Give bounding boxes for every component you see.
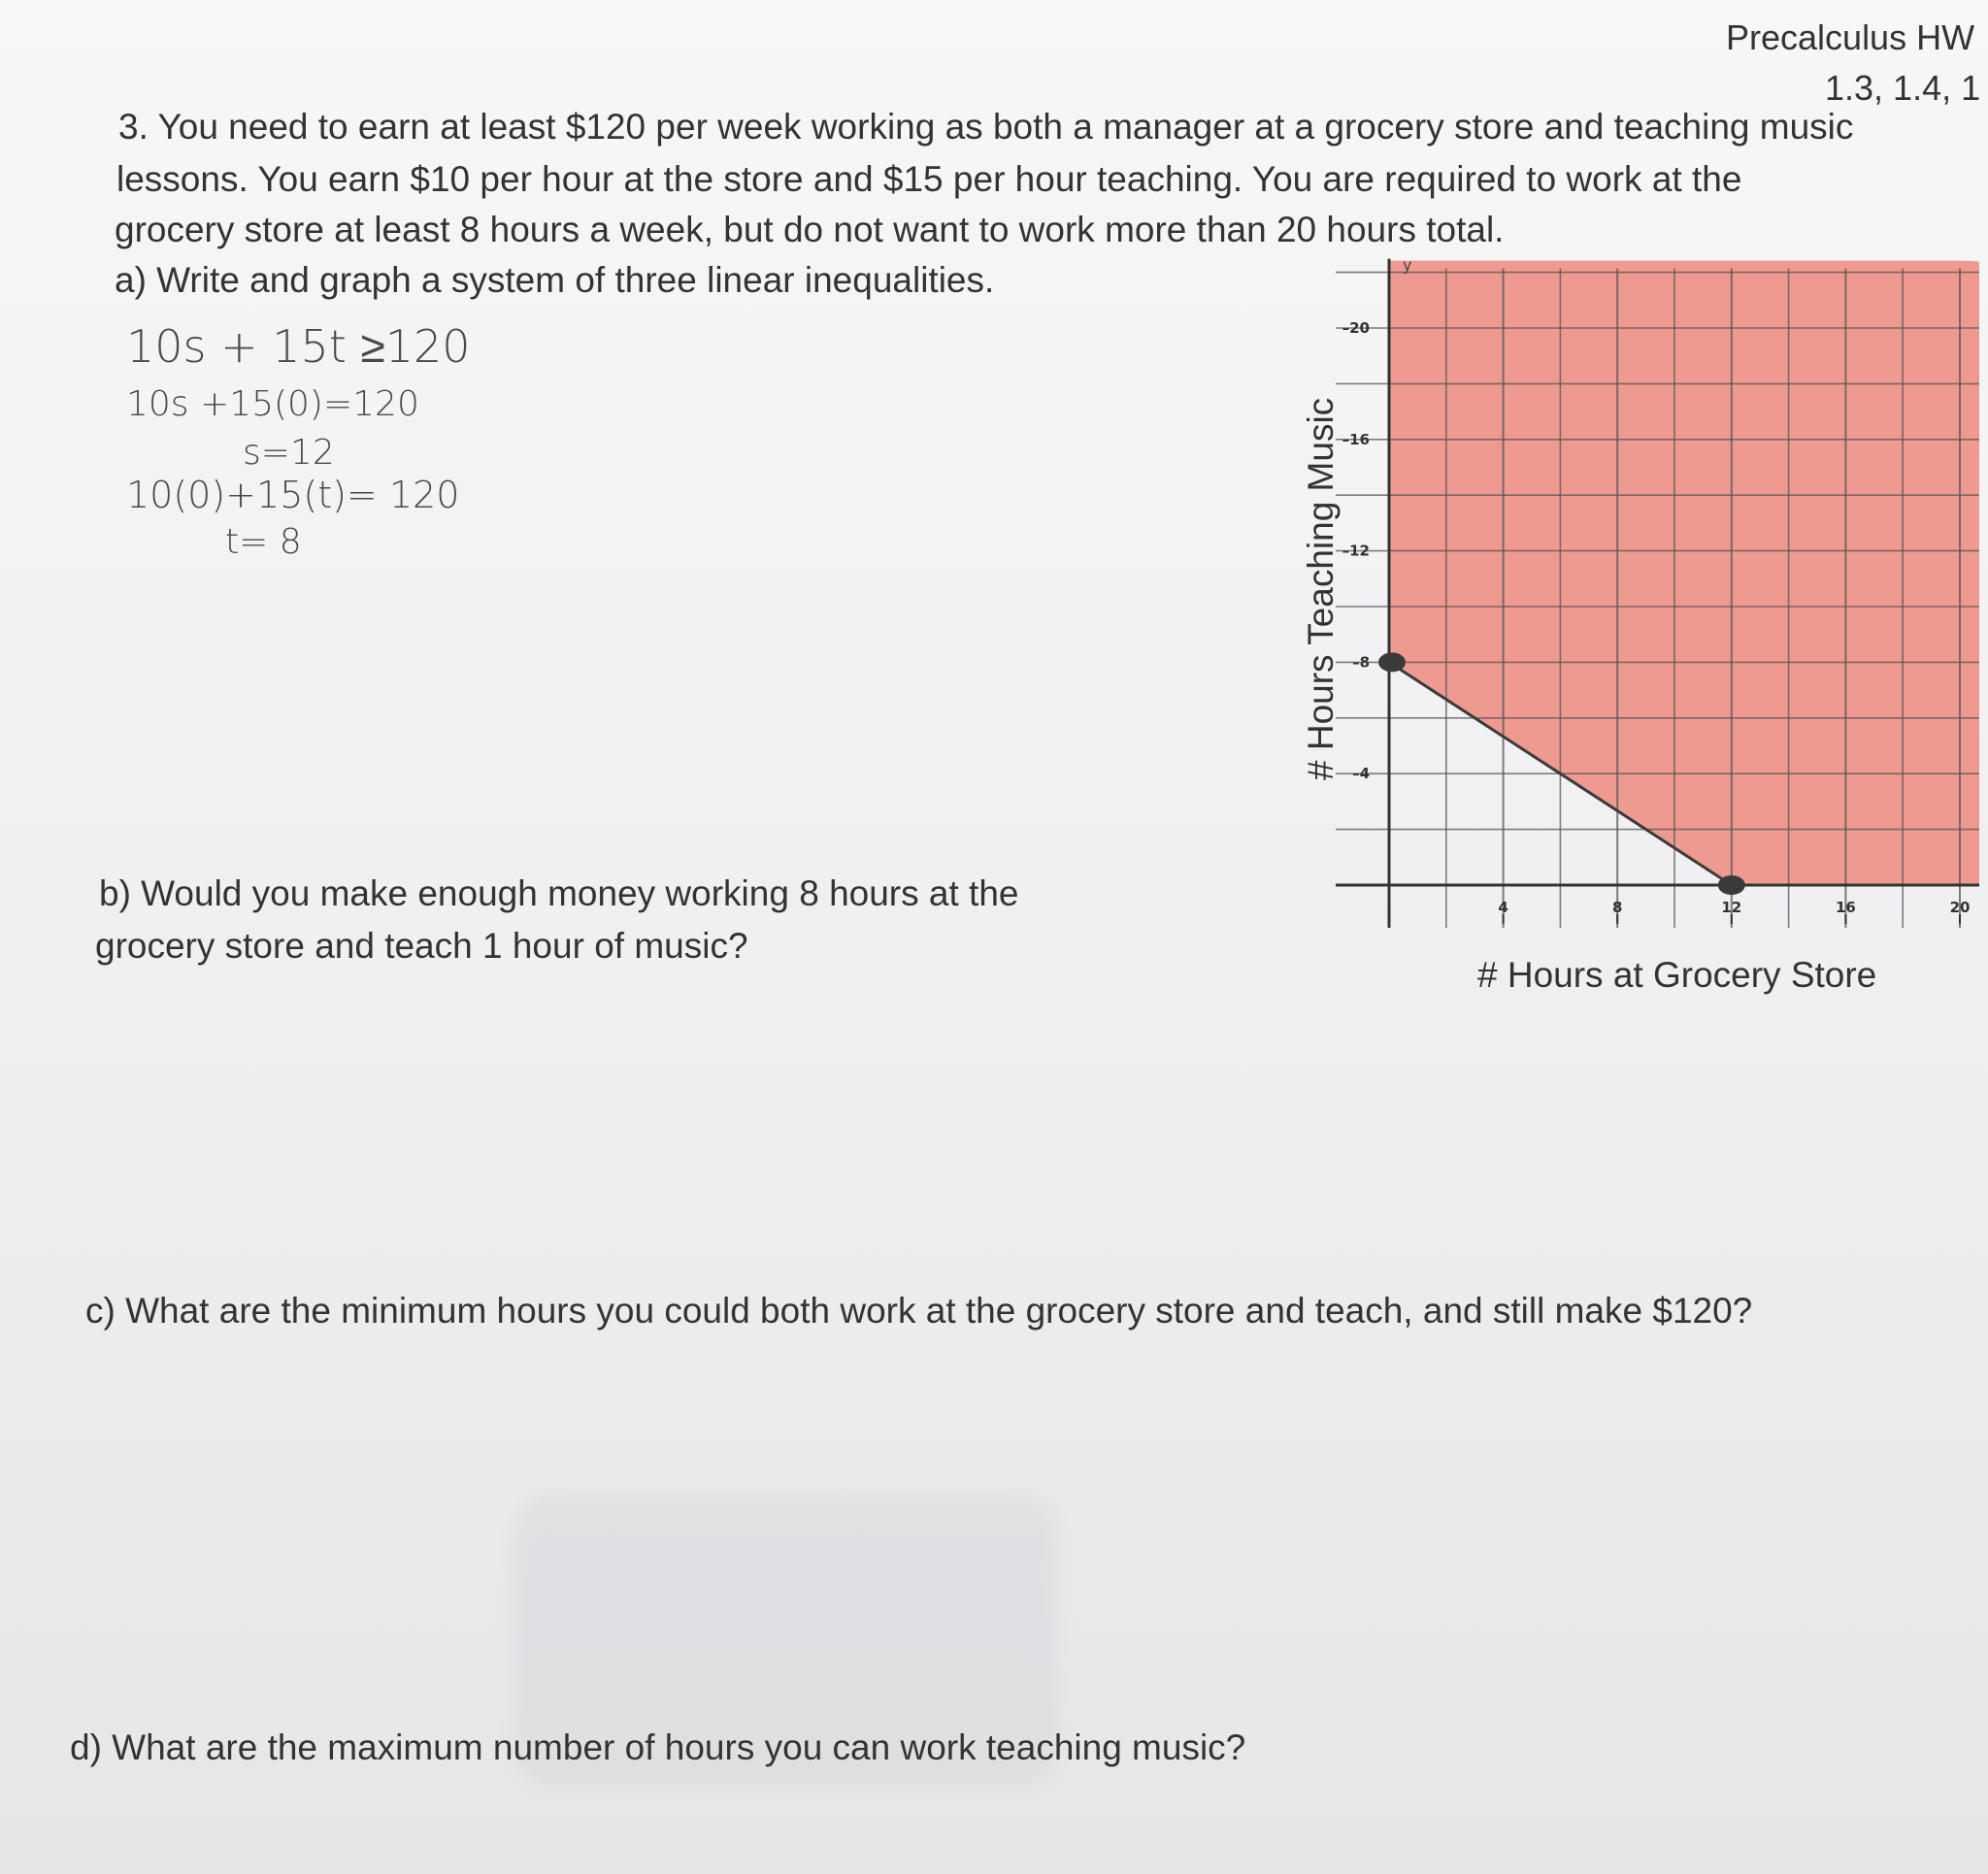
handwriting-substitution-s0: 10(0)+15(t)= 120 (126, 474, 460, 516)
shaded-region (1389, 261, 1979, 885)
y-axis-title: # Hours Teaching Music (1301, 397, 1341, 780)
vertex-point (1378, 652, 1406, 672)
y-tick-label: –4 (1352, 765, 1370, 783)
x-axis-title: # Hours at Grocery Store (1477, 955, 1877, 995)
question-a: a) Write and graph a system of three linear inequalities. (115, 260, 995, 300)
x-tick-label: 8 (1611, 899, 1623, 916)
handwriting-substitution-t0: 10s +15(0)=120 (126, 384, 419, 424)
y-tick-label: –8 (1352, 653, 1370, 672)
section-numbers: 1.3, 1.4, 1 (1825, 68, 1981, 108)
y-axis-letter: y (1403, 255, 1412, 275)
question-b-line-2: grocery store and teach 1 hour of music? (95, 926, 748, 966)
vertex-point (1718, 875, 1745, 895)
x-tick-label: 16 (1835, 899, 1856, 916)
x-tick-label: 20 (1949, 899, 1971, 916)
question-c: c) What are the minimum hours you could both work at the grocery store and teach, and still make $120? (85, 1291, 1753, 1331)
y-tick-label: –12 (1342, 542, 1370, 560)
problem-line-1: 3. You need to earn at least $120 per week working as both a manager at a grocery store and teaching music (118, 107, 1854, 147)
x-tick-label: 12 (1721, 899, 1742, 916)
problem-line-3: grocery store at least 8 hours a week, but do not want to work more than 20 hours total. (115, 210, 1505, 249)
course-title: Precalculus HW (1726, 17, 1975, 57)
handwriting-t-equals: t= 8 (225, 522, 302, 562)
question-b-line-1: b) Would you make enough money working 8 hours at the (99, 873, 1019, 913)
problem-line-2: lessons. You earn $10 per hour at the store and $15 per hour teaching. You are required to work at the (116, 159, 1742, 199)
x-tick-label: 4 (1498, 899, 1508, 916)
y-tick-label: –20 (1342, 319, 1370, 337)
question-d: d) What are the maximum number of hours you can work teaching music? (70, 1727, 1246, 1767)
y-tick-label: –16 (1342, 430, 1370, 448)
inequality-graph (1262, 233, 1988, 1009)
handwriting-s-equals: s=12 (243, 433, 335, 473)
handwriting-inequality: 10s + 15t ≥120 (126, 320, 471, 373)
